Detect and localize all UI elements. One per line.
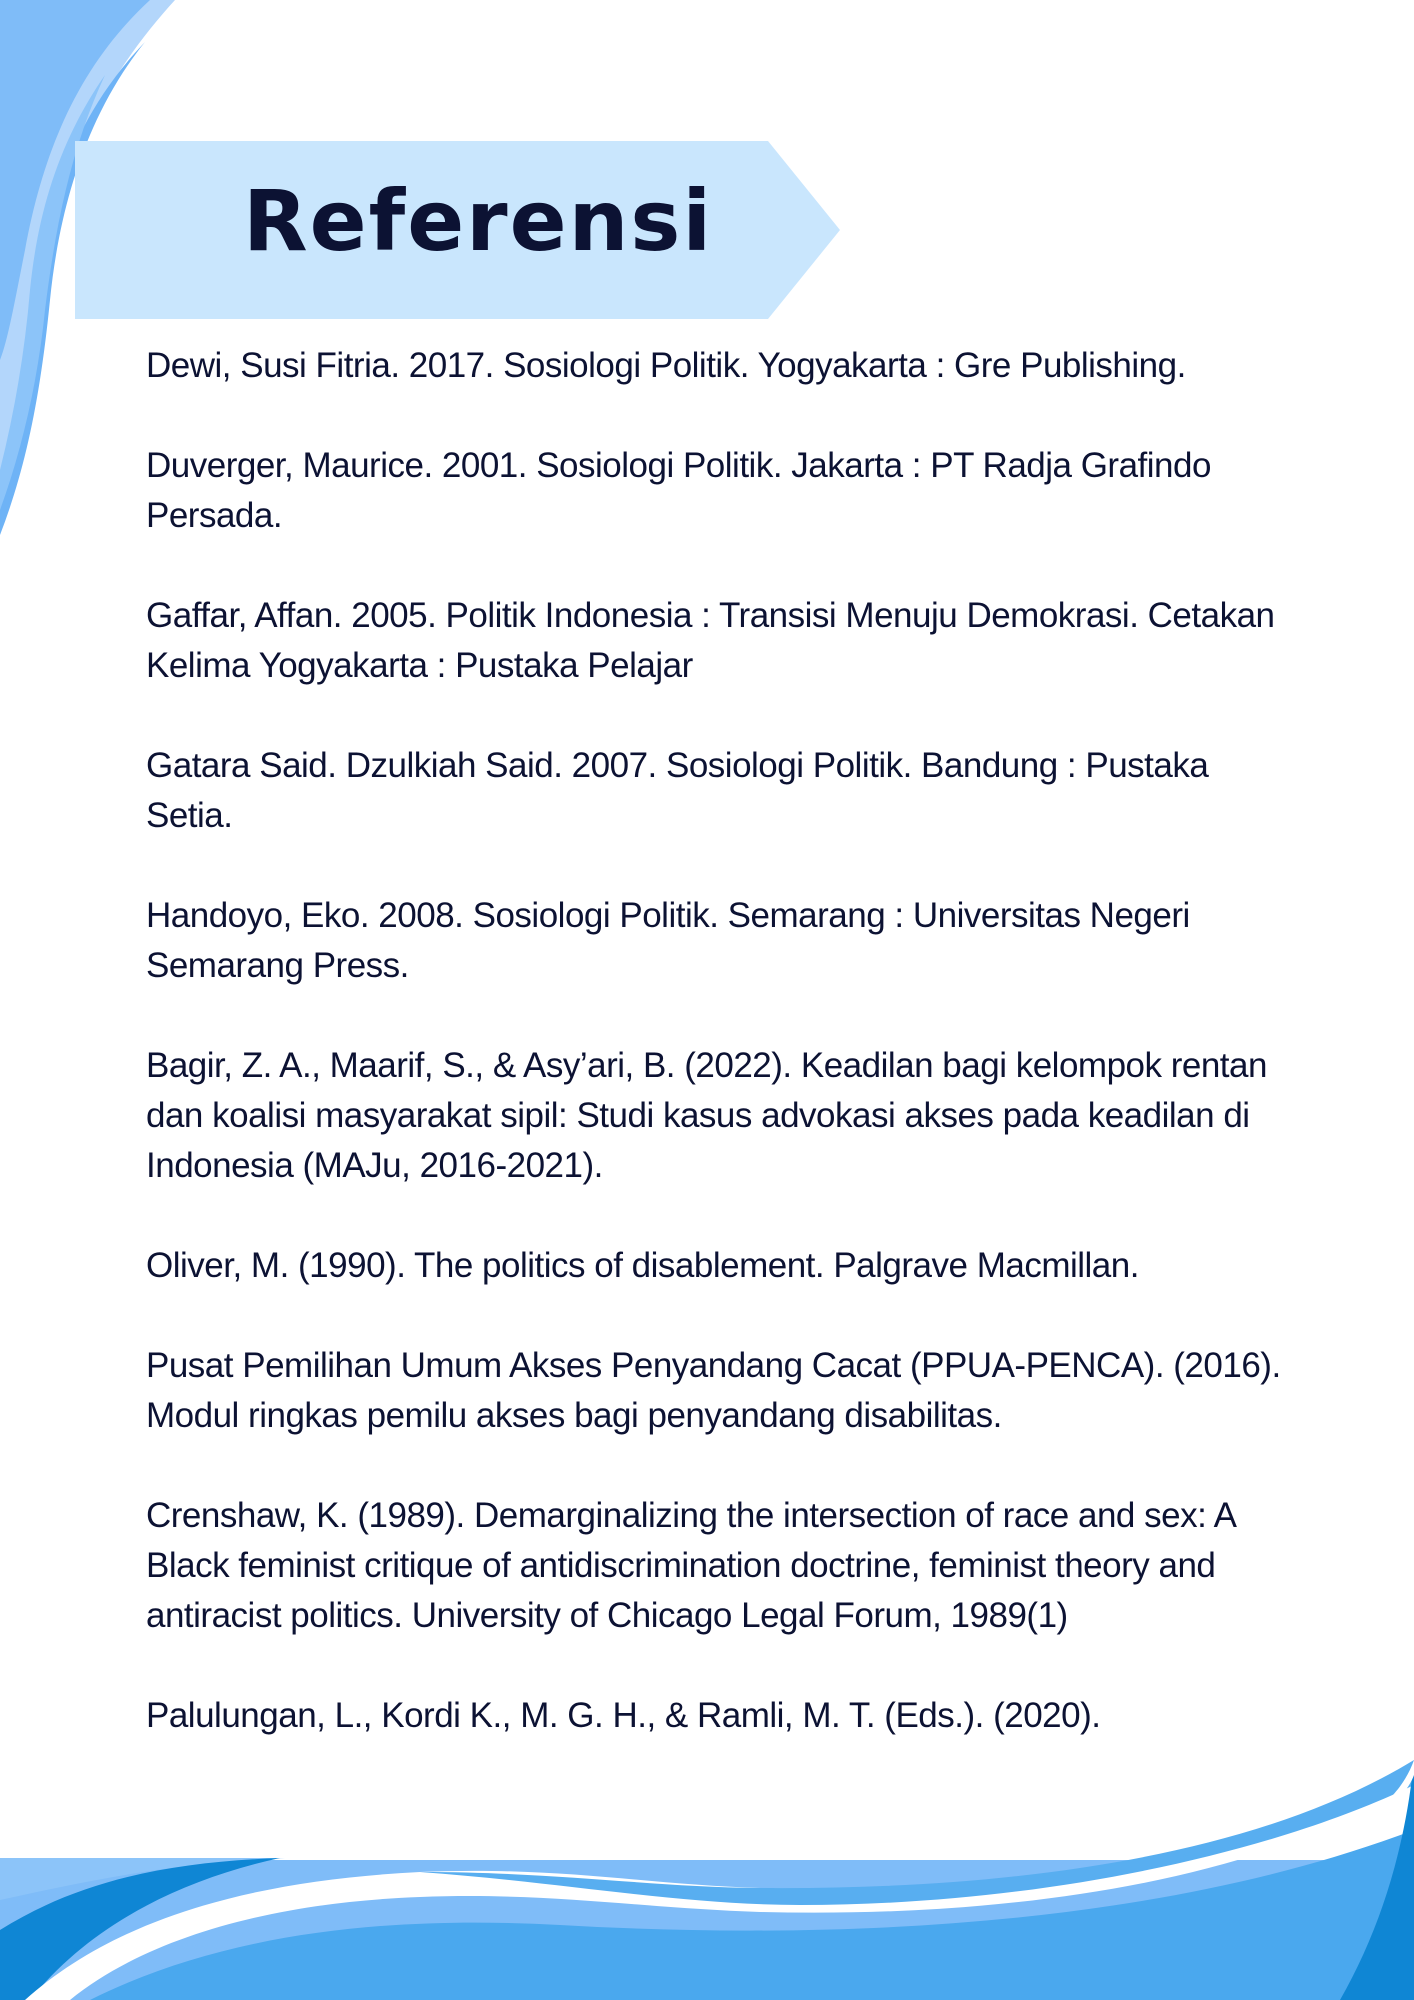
reference-item: Pusat Pemilihan Umum Akses Penyandang Cacat (PPUA-PENCA). (2016). Modul ringkas pemilu akses bagi penyandang disabilitas. bbox=[146, 1346, 1281, 1435]
reference-item: Dewi, Susi Fitria. 2017. Sosiologi Politik. Yogyakarta : Gre Publishing. bbox=[146, 346, 1186, 385]
reference-item: Bagir, Z. A., Maarif, S., & Asy’ari, B. (2022). Keadilan bagi kelompok rentan dan koalisi masyarakat sipil: Studi kasus advokasi akses pada keadilan di Indonesia (MAJu, 2016-2021). bbox=[146, 1046, 1267, 1185]
reference-item: Palulungan, L., Kordi K., M. G. H., & Ramli, M. T. (Eds.). (2020). bbox=[146, 1696, 1101, 1735]
reference-list bbox=[146, 341, 1296, 1791]
reference-item: Duverger, Maurice. 2001. Sosiologi Politik. Jakarta : PT Radja Grafindo Persada. bbox=[146, 446, 1211, 535]
page-title: Referensi bbox=[243, 172, 714, 270]
reference-item: Gatara Said. Dzulkiah Said. 2007. Sosiologi Politik. Bandung : Pustaka Setia. bbox=[146, 746, 1209, 835]
reference-item: Oliver, M. (1990). The politics of disablement. Palgrave Macmillan. bbox=[146, 1246, 1139, 1285]
reference-item: Handoyo, Eko. 2008. Sosiologi Politik. Semarang : Universitas Negeri Semarang Press. bbox=[146, 896, 1190, 985]
reference-item: Crenshaw, K. (1989). Demarginalizing the intersection of race and sex: A Black feminist critique of antidiscrimination doctrine, feminist theory and antiracist politics. University of Chicago Legal Forum, 1989(1) bbox=[146, 1496, 1235, 1635]
reference-item: Gaffar, Affan. 2005. Politik Indonesia : Transisi Menuju Demokrasi. Cetakan Kelima Yogyakarta : Pustaka Pelajar bbox=[146, 596, 1275, 685]
